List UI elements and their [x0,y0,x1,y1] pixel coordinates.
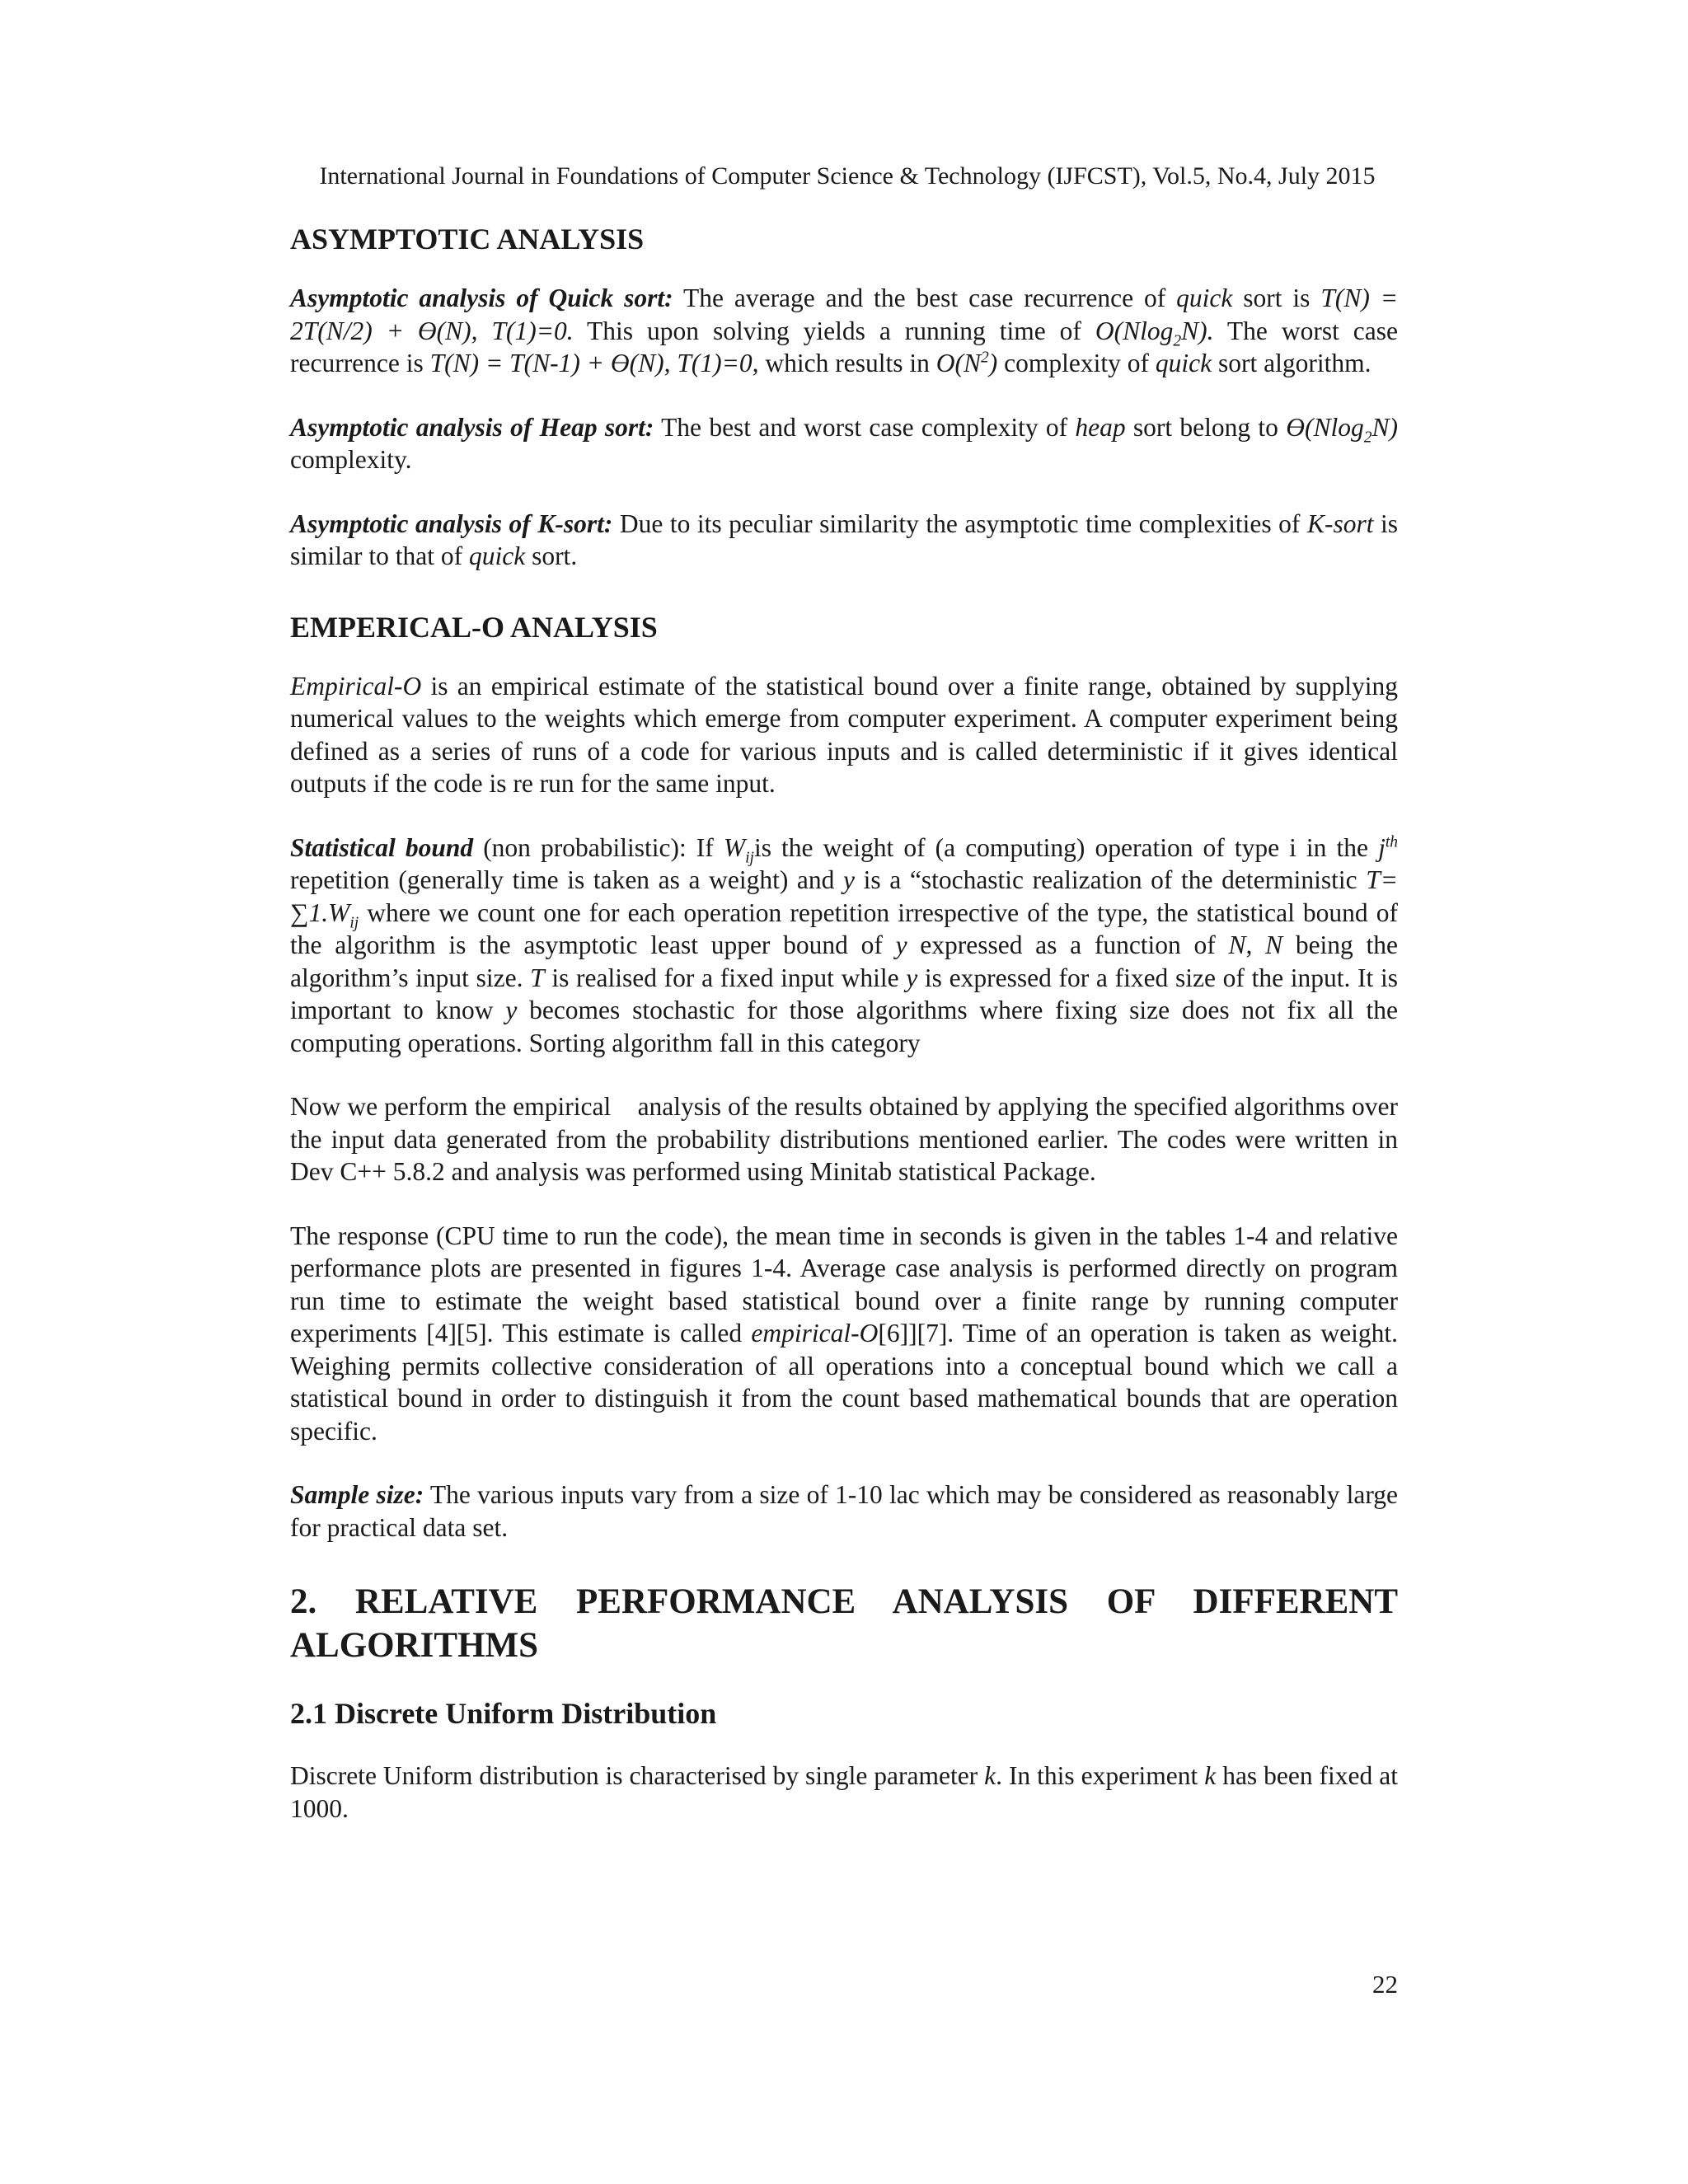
equation-worst-recurrence: T(N) = T(N-1) + Ɵ(N), T(1)=0, [429,349,759,377]
subsection-heading-discrete-uniform: 2.1 Discrete Uniform Distribution [290,1697,717,1730]
page-number: 22 [1372,1970,1398,1999]
text: sort belong to [1125,412,1287,442]
text: is the weight of (a computing) operation of type i in the [753,832,1379,862]
section-heading-asymptotic: ASYMPTOTIC ANALYSIS [290,223,645,255]
lead-statistical-bound: Statistical bound [290,832,474,862]
symbol-k: k [1204,1761,1217,1790]
section-heading-emperical: EMPERICAL-O ANALYSIS [290,610,658,644]
symbol-n: N [1265,930,1283,959]
equation-average-recurrence: T(N) = 2T(N/2) + Ɵ(N), T(1)=0. [290,284,1399,345]
text: complexity of [997,349,1156,377]
term-empirical-o: empirical-O [751,1319,879,1347]
symbol-k: k [984,1761,996,1790]
text: is expressed for a fixed size of the input. It is important to know [290,963,1398,1024]
text: The average and the best case recurrence of [673,284,1177,312]
text: being the algorithm’s input size. [290,930,1399,992]
text: is similar to that of [290,509,1399,570]
paragraph-quick-sort [290,282,1398,380]
paragraph-heap-sort [290,411,1398,476]
term-heap: heap [1075,412,1126,442]
equation-heap-complexity: Ɵ(Nlog$_2$N) [1286,412,1398,446]
text: sort algorithm. [1212,349,1372,377]
text: (non probabilistic): If [473,832,724,862]
text: complexity. [290,445,412,474]
text: repetition (generally time is taken as a weight) and [290,865,844,894]
symbol-y: y [895,930,907,959]
text: becomes stochastic for those algorithms where fixing size does not fix all the computing operations. Sorting algorithm fall in this category [290,996,1398,1057]
text: is a “stochastic realization of the deterministic [855,865,1367,894]
paragraph-k-sort [290,508,1398,573]
term-empirical-o: Empirical-O [290,671,422,701]
lead-sample-size: Sample size: [290,1480,424,1509]
text: The worst case recurrence is [290,316,1399,377]
symbol-t: T [530,963,545,992]
term-quick: quick [1176,284,1233,312]
text: has been fixed at 1000. [290,1761,1398,1823]
text: where we count one for each operation repetition irrespective of the type, the statistical bound of the algorithm is the asymptotic least upper bound of [290,898,1398,959]
text: [6]][7]. Time of an operation is taken as weight. Weighing permits collective consideration of all operations into a conceptual bound which we call a statistical bound in order to distinguish it from the count based mathematical bounds that are operation specific. [290,1319,1398,1446]
paragraph-response [290,1220,1398,1448]
symbol-n: N [1228,930,1246,959]
lead-quick-sort: Asymptotic analysis of Quick sort: [290,284,673,312]
paragraph-empirical-o [290,670,1398,800]
paragraph-statistical-bound [290,832,1398,1060]
symbol-y: y [906,963,918,992]
lead-heap-sort: Asymptotic analysis of Heap sort: [290,412,654,442]
equation-nlogn: O(Nlog$_2$N). [1095,316,1214,349]
text: sort. [525,541,578,570]
symbol-w-ij: $W_{ij}$ [723,832,754,866]
text: is realised for a fixed input while [544,963,907,992]
text: The best and worst case complexity of [654,412,1076,442]
paragraph-discrete-uniform [290,1760,1398,1825]
paragraph-sample-size [290,1479,1398,1544]
text: The various inputs vary from a size of 1-10 lac which may be considered as reasonably large for practical data set. [290,1480,1398,1542]
term-quick: quick [1155,349,1212,377]
page-body [290,221,1404,1856]
term-k-sort: K-sort [1306,509,1374,538]
text: The response (CPU time to run the code), the mean time in seconds is given in the tables 1-4 and relative performance plots are presented in figures 1-4. Average case analysis is performed directly on program run time to estimate the weight based statistical bound over a finite range by running computer experiments [4][5]. This estimate is called [290,1221,1398,1347]
text: , [1245,930,1266,959]
text: Discrete Uniform distribution is characterised by single parameter [290,1761,985,1790]
text: which results in [758,349,936,377]
heading-line-2: ALGORITHMS [290,1626,539,1665]
lead-k-sort: Asymptotic analysis of K-sort: [290,509,613,538]
text: is an empirical estimate of the statistical bound over a finite range, obtained by supplying numerical values to the weights which emerge from computer experiment. A computer experiment being defined as a series of runs of a code for various inputs and is called deterministic if it gives identical outputs if the code is re run for the same input. [290,671,1398,798]
text: . In this experiment [996,1761,1205,1790]
text: Due to its peculiar similarity the asymptotic time complexities of [612,509,1307,538]
text: expressed as a function of [907,930,1229,959]
section-heading-relative-performance [290,1580,1398,1667]
running-head: International Journal in Foundations of Computer Science & Technology (IJFCST), Vol.5, No.4, July 2015 [319,162,1376,190]
term-quick: quick [468,541,526,570]
symbol-j-th: $j^{th}$ [1378,832,1399,862]
equation-t-sum: $T= \sum 1.W_{ij}$ [290,865,1398,931]
paragraph-empirical-analysis: Now we perform the empirical analysis of the results obtained by applying the specified algorithms over the input data generated from the probability distributions mentioned earlier. The codes were written in Dev C++ 5.8.2 and analysis was performed using Minitab statistical Package. [290,1092,1404,1186]
symbol-y: y [843,865,856,894]
symbol-y: y [505,996,518,1024]
heading-line-1: 2. RELATIVE PERFORMANCE ANALYSIS OF DIFFERENT [290,1582,1398,1621]
text: This upon solving yields a running time of [573,316,1095,345]
equation-n-squared: $O(N^2)$ [935,349,998,377]
text: sort is [1232,284,1321,312]
